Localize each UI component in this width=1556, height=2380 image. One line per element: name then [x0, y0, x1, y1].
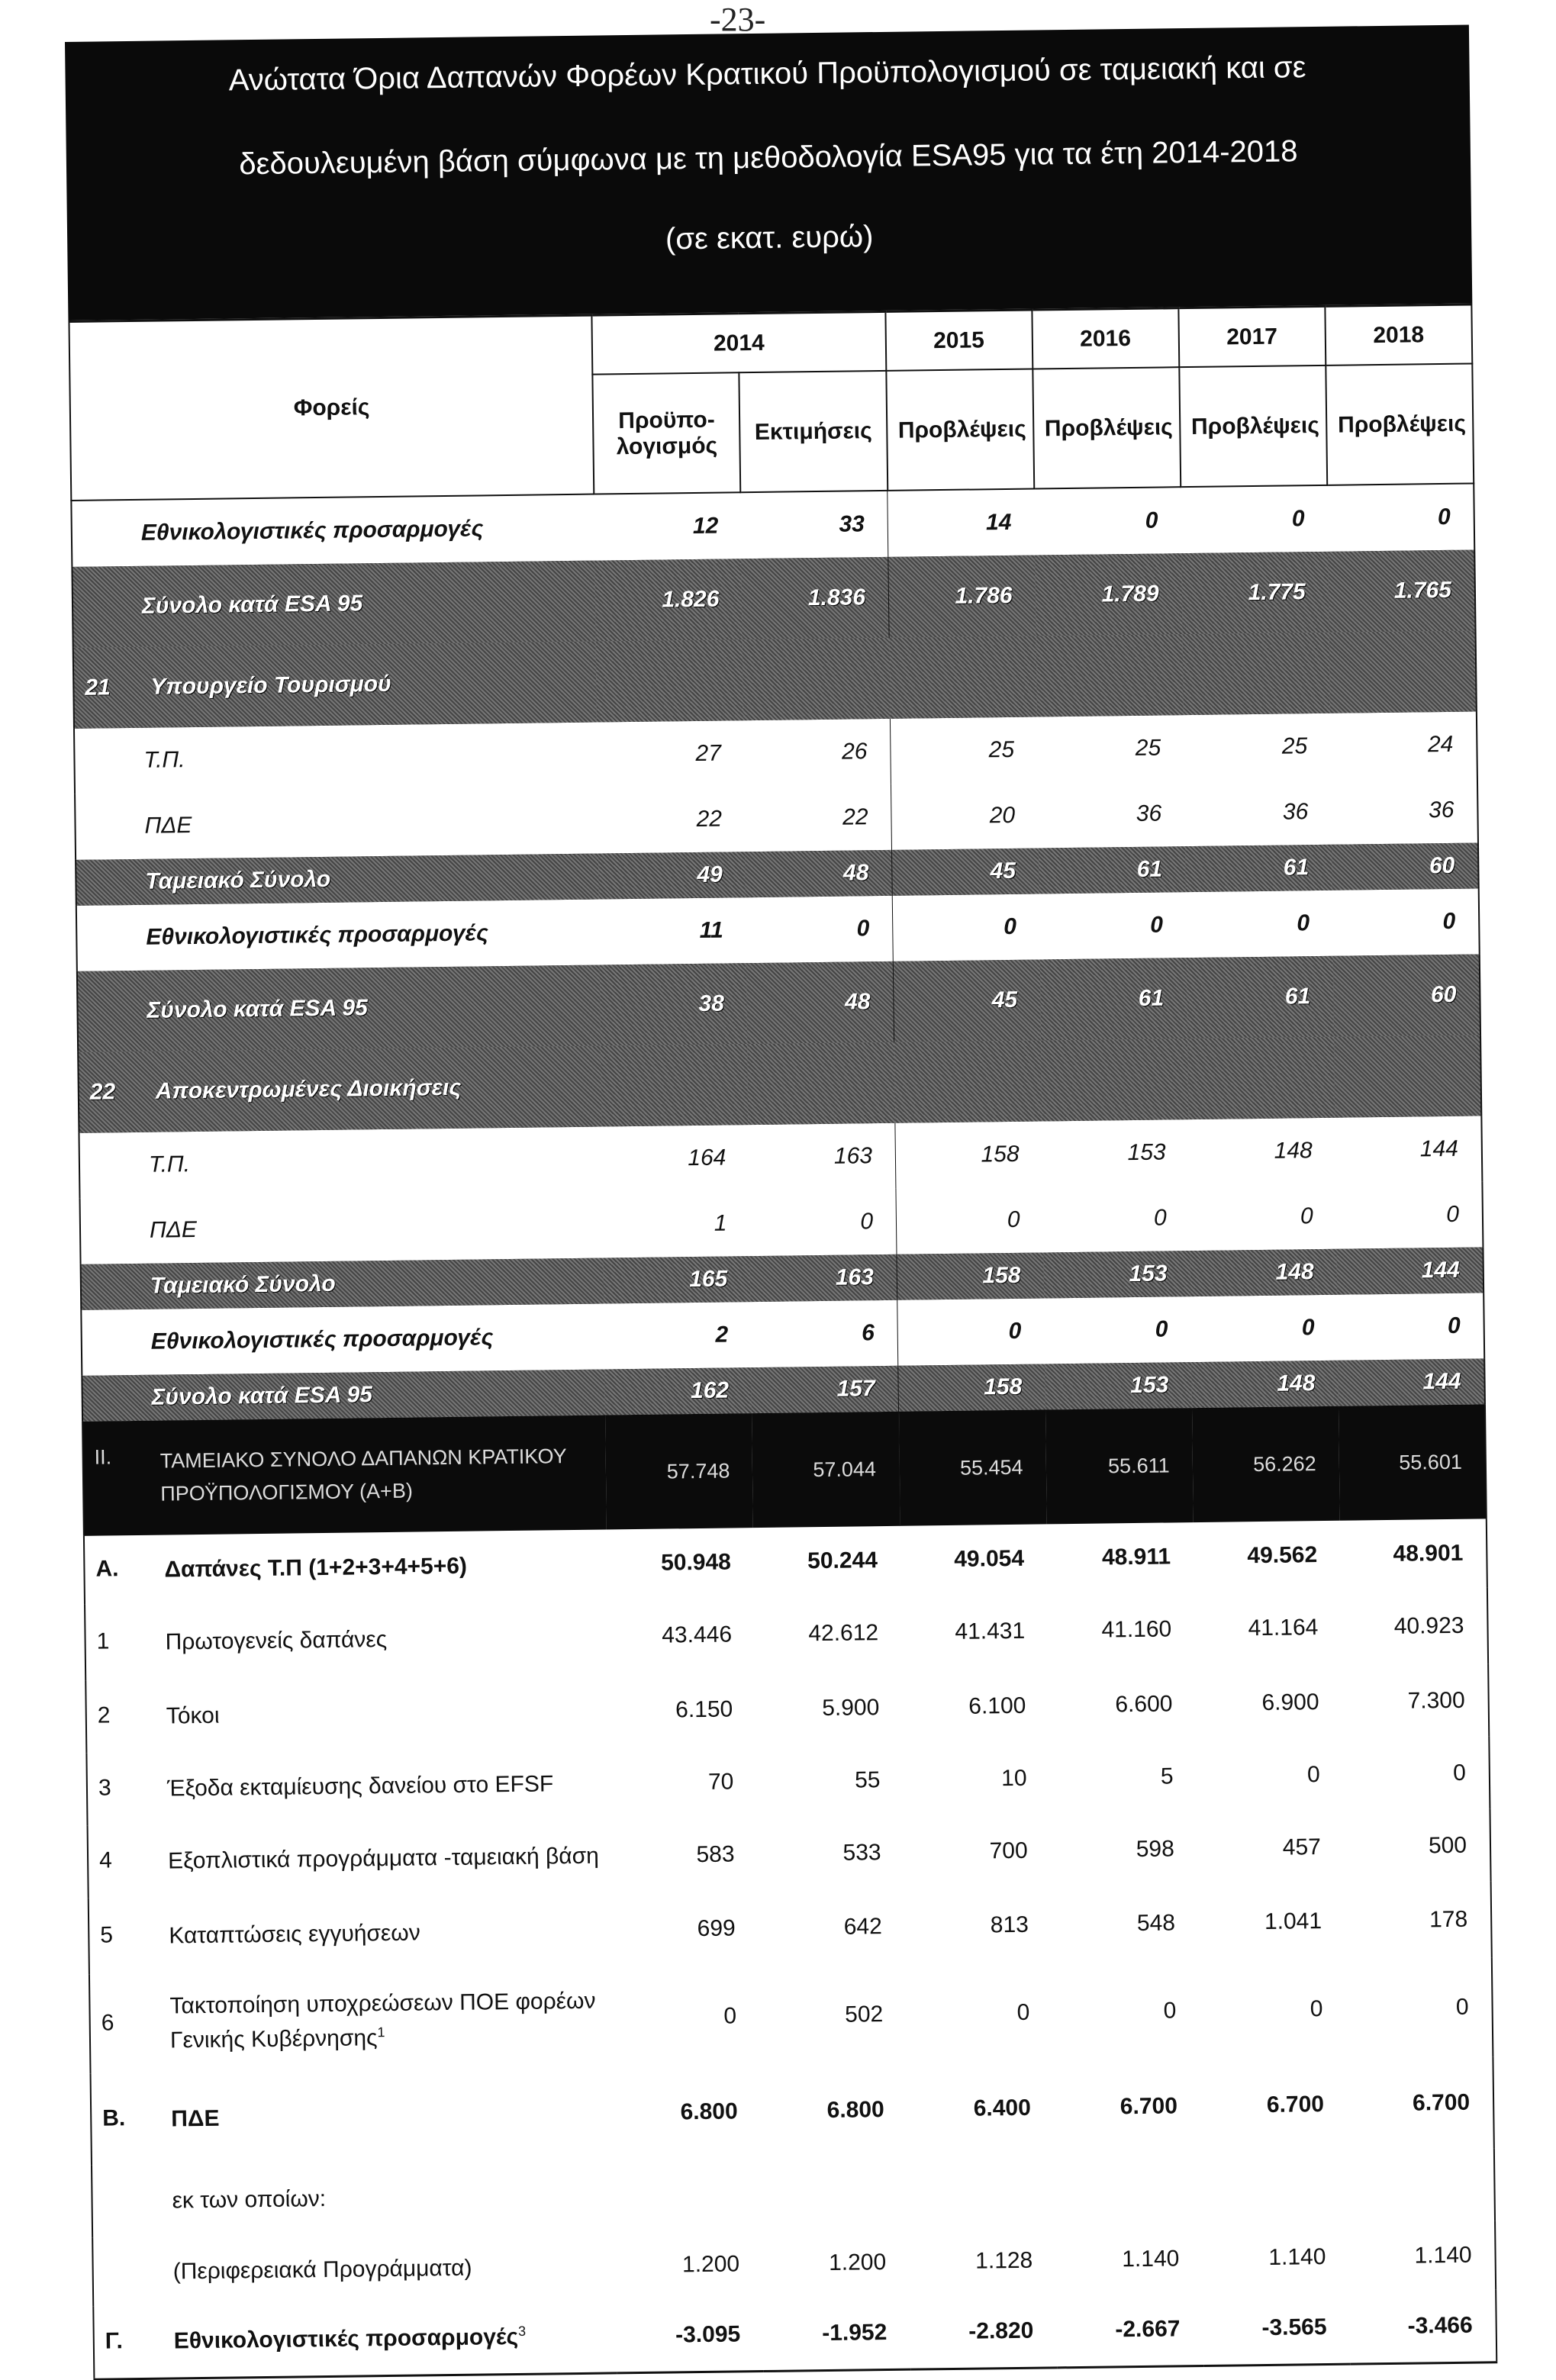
- row-label: ΠΔΕ: [144, 813, 192, 839]
- total-value-cell: 55.454: [899, 1409, 1047, 1525]
- value-cell: 1.786: [888, 556, 1036, 638]
- value-cell: 20: [891, 783, 1039, 850]
- section-value-cell: 6.800: [826, 2097, 884, 2124]
- value-cell: 148: [1191, 1361, 1339, 1408]
- value-cell: 165: [604, 1256, 751, 1303]
- section-value-cell: 502: [844, 2002, 884, 2027]
- section-label-cell: [93, 2300, 617, 2378]
- value-cell: 0: [1150, 912, 1164, 938]
- section-value-cell: 6.900: [1261, 1689, 1319, 1715]
- budget-table-document: [65, 25, 1497, 2380]
- row-label: Εθνικολογιστικές προσαρμογές: [150, 1325, 494, 1354]
- value-cell: 0: [860, 1209, 874, 1235]
- section-label: Εξοπλιστικά προγράμματα -ταμειακή βάση: [167, 1843, 600, 1874]
- section-label: Τακτοποίηση υποχρεώσεων ΠΟΕ φορέων: [169, 1988, 596, 2019]
- section-value-cell: 0: [1163, 1998, 1177, 2024]
- section-label-wrap: [169, 1984, 596, 2058]
- section-code: 3: [98, 1775, 111, 1802]
- row-label: Σύνολο κατά ESA 95: [147, 995, 368, 1023]
- section-value-cell: 178: [1429, 1906, 1468, 1933]
- value-cell: 22: [842, 804, 868, 830]
- value-cell: 0: [1291, 506, 1305, 532]
- section-value-cell: -3.466: [1407, 2312, 1473, 2339]
- value-cell: 60: [1332, 842, 1479, 890]
- section-value-cell: 1.140: [1414, 2242, 1472, 2269]
- section-label-line-2: Γενικής Κυβέρνησης: [169, 2025, 378, 2053]
- section-code: Γ.: [105, 2327, 124, 2354]
- value-cell: 49: [598, 852, 746, 899]
- value-cell: 2: [715, 1322, 729, 1348]
- section-label-cell: [85, 1598, 609, 1680]
- section-code: 5: [100, 1922, 114, 1948]
- title-line-2: δεδουλευμένη βάση σύμφωνα με τη μεθοδολογία ESA95 για τα έτη 2014-2018: [239, 134, 1298, 182]
- empty-cell: [1348, 2148, 1495, 2222]
- section-value-cell: 49.054: [954, 1545, 1025, 1572]
- subheader-forecast-2017: Προβλέψεις: [1179, 366, 1327, 487]
- value-cell: 163: [833, 1143, 873, 1169]
- section-label-cell: [88, 1819, 611, 1898]
- value-cell: 0: [1301, 1315, 1315, 1341]
- total-label-cell: [82, 1415, 607, 1535]
- row-label: Τ.Π.: [148, 1151, 191, 1177]
- value-cell: 158: [897, 1252, 1044, 1299]
- value-cell: 6: [861, 1320, 875, 1346]
- value-cell: 36: [1282, 799, 1309, 825]
- value-cell: 26: [841, 739, 868, 765]
- value-cell: 45: [893, 959, 1040, 1042]
- section-label-cell: [92, 2231, 616, 2306]
- section-label: Τόκοι: [166, 1702, 220, 1729]
- expenditure-table: [68, 303, 1497, 2380]
- value-cell: 25: [890, 717, 1037, 784]
- value-cell: 45: [892, 848, 1039, 895]
- value-cell: 36: [1136, 800, 1162, 826]
- section-label-cell: [84, 1529, 607, 1604]
- section-value-cell: 1.128: [975, 2247, 1033, 2274]
- value-cell: 0: [1153, 1205, 1167, 1231]
- row-label: Σύνολο κατά ESA 95: [151, 1382, 373, 1410]
- value-cell: 0: [896, 1187, 1043, 1254]
- empty-cell: [1041, 1039, 1188, 1121]
- value-cell: 61: [1039, 846, 1186, 894]
- section-label-wrap: [164, 1548, 467, 1586]
- section-label-wrap: [174, 2320, 527, 2359]
- empty-cell: [1201, 2150, 1348, 2224]
- total-value-cell: 57.748: [605, 1413, 753, 1529]
- section-code: 1: [96, 1628, 110, 1654]
- section-value-cell: 813: [990, 1911, 1029, 1938]
- section-value-cell: 5: [1160, 1763, 1174, 1789]
- title-line-1: Ανώτατα Όρια Δαπανών Φορέων Κρατικού Προϋπολογισμού σε ταμειακή και σε: [228, 50, 1306, 98]
- section-label-cell: [91, 2067, 615, 2165]
- section-value-cell: 6.700: [1412, 2089, 1471, 2116]
- section-label: Εθνικολογιστικές προσαρμογές: [173, 2324, 519, 2354]
- value-cell: 1.836: [742, 557, 889, 639]
- row-label-cell: [71, 494, 594, 567]
- section-label: εκ των οποίων:: [172, 2186, 327, 2214]
- row-label: Εθνικολογιστικές προσαρμογές: [140, 516, 484, 546]
- section-value-cell: 42.612: [808, 1620, 879, 1647]
- year-header-2015: 2015: [885, 310, 1033, 371]
- value-cell: 61: [1039, 958, 1187, 1040]
- empty-cell: [1182, 633, 1329, 715]
- row-label-cell: [82, 1369, 605, 1421]
- row-label-cell: [74, 723, 598, 794]
- value-cell: 0: [1447, 1312, 1461, 1338]
- section-value-cell: 0: [1310, 1996, 1323, 2022]
- section-value-cell: 41.164: [1248, 1615, 1319, 1641]
- value-cell: 14: [888, 489, 1035, 557]
- value-cell: 38: [600, 963, 747, 1045]
- section-value-cell: 0: [1306, 1761, 1320, 1787]
- value-cell: 153: [1043, 1251, 1190, 1298]
- value-cell: 162: [605, 1367, 752, 1415]
- year-header-2017: 2017: [1178, 306, 1326, 367]
- value-cell: 22: [696, 806, 723, 832]
- value-cell: 11: [699, 917, 723, 943]
- section-label-wrap: [171, 2101, 220, 2136]
- value-cell: 1: [714, 1210, 727, 1236]
- value-cell: 158: [895, 1121, 1042, 1188]
- empty-cell: [1334, 1035, 1481, 1117]
- value-cell: 0: [1155, 1316, 1168, 1342]
- empty-cell: [748, 1042, 895, 1125]
- value-cell: 148: [1274, 1138, 1313, 1164]
- section-value-cell: 457: [1282, 1834, 1322, 1860]
- value-cell: 0: [1145, 507, 1158, 533]
- section-value-cell: -1.952: [822, 2319, 888, 2346]
- footnote-marker: 3: [517, 2324, 527, 2340]
- subheader-forecast-2015: Προβλέψεις: [886, 369, 1034, 491]
- row-label: Τ.Π.: [143, 747, 185, 773]
- section-value-cell: 6.700: [1266, 2092, 1325, 2118]
- row-label: Εθνικολογιστικές προσαρμογές: [146, 920, 489, 950]
- section-value-cell: 0: [1452, 1760, 1467, 1786]
- empty-cell: [1329, 630, 1476, 713]
- row-label: Ταμειακό Σύνολο: [145, 866, 331, 894]
- section-value-cell: 7.300: [1407, 1687, 1465, 1714]
- year-header-2016: 2016: [1032, 308, 1179, 369]
- value-cell: 153: [1045, 1362, 1192, 1409]
- section-label-wrap: [168, 1839, 599, 1879]
- value-cell: 1.765: [1328, 549, 1475, 632]
- section-value-cell: -2.820: [968, 2317, 1034, 2344]
- section-label-cell: [86, 1747, 610, 1825]
- section-value-cell: 48.911: [1101, 1544, 1171, 1570]
- section-label: Καταπτώσεις εγγυήσεων: [169, 1919, 420, 1949]
- section-value-cell: 6.700: [1119, 2093, 1178, 2120]
- section-value-cell: 6.100: [968, 1692, 1026, 1719]
- total-value-cell: 57.044: [752, 1412, 900, 1528]
- agency-code: 21: [85, 675, 111, 700]
- col-header-foreis: Φορείς: [69, 315, 594, 501]
- row-label-cell: [80, 1193, 604, 1264]
- subheader-estimates: Εκτιμήσεις: [739, 371, 888, 492]
- subheader-forecast-2018: Προβλέψεις: [1326, 363, 1474, 485]
- section-value-cell: 699: [697, 1915, 736, 1942]
- footnote-marker: 1: [377, 2024, 385, 2040]
- section-value-cell: 533: [842, 1839, 881, 1866]
- value-cell: 163: [750, 1254, 897, 1302]
- section-label-cell: [92, 2159, 615, 2237]
- total-value-cell: 55.611: [1045, 1408, 1194, 1524]
- total-value-cell: 56.262: [1192, 1406, 1340, 1522]
- empty-cell: [889, 636, 1036, 719]
- value-cell: 12: [692, 513, 719, 539]
- subheader-forecast-2016: Προβλέψεις: [1033, 367, 1181, 488]
- value-cell: 144: [1419, 1135, 1459, 1162]
- value-cell: 0: [856, 916, 870, 942]
- section-value-cell: 50.244: [807, 1547, 878, 1574]
- value-cell: 0: [892, 894, 1039, 961]
- value-cell: 0: [1446, 1201, 1460, 1227]
- row-label: ΠΔΕ: [149, 1217, 198, 1243]
- section-label-wrap: [172, 2250, 472, 2288]
- value-cell: 0: [1437, 504, 1451, 530]
- agency-code: 22: [89, 1079, 116, 1105]
- total-label: [159, 1440, 567, 1511]
- empty-cell: [907, 2153, 1055, 2227]
- total-code: II.: [94, 1445, 112, 1469]
- section-value-cell: 41.160: [1101, 1616, 1172, 1643]
- section-label-cell: [89, 1892, 613, 1974]
- section-value-cell: 1.200: [681, 2251, 740, 2278]
- empty-cell: [1055, 2152, 1202, 2226]
- empty-cell: [761, 2156, 908, 2230]
- value-cell: 1.775: [1181, 552, 1329, 634]
- section-value-cell: 6.800: [680, 2098, 738, 2125]
- section-code: 4: [98, 1847, 113, 1874]
- section-value-cell: 6.150: [675, 1696, 733, 1722]
- section-value-cell: 500: [1428, 1832, 1467, 1858]
- section-label-wrap: [167, 1766, 554, 1805]
- handwritten-page-number: -23-: [710, 1, 766, 38]
- row-label-cell: [76, 900, 600, 971]
- section-value-cell: 583: [696, 1841, 735, 1867]
- empty-cell: [596, 639, 743, 722]
- section-value-cell: 49.562: [1247, 1542, 1318, 1569]
- section-row: [89, 1957, 1493, 2073]
- value-cell: 1.789: [1035, 553, 1182, 636]
- row-label-cell: [81, 1303, 604, 1375]
- row-label-cell: [75, 788, 598, 860]
- section-value-cell: 40.923: [1393, 1612, 1464, 1639]
- value-cell: 48: [745, 850, 892, 897]
- section-value-cell: 1.200: [828, 2250, 887, 2275]
- row-label-cell: [81, 1258, 604, 1309]
- section-value-cell: 6.600: [1115, 1690, 1173, 1717]
- row-label-cell: [76, 854, 599, 906]
- section-value-cell: 41.431: [955, 1618, 1026, 1644]
- total-label-line-1: ΤΑΜΕΙΑΚΟ ΣΥΝΟΛΟ ΔΑΠΑΝΩΝ ΚΡΑΤΙΚΟΥ: [159, 1444, 567, 1473]
- section-label: Δαπάνες Τ.Π (1+2+3+4+5+6): [164, 1553, 468, 1583]
- row-label-cell: [73, 642, 598, 729]
- empty-cell: [601, 1044, 748, 1126]
- value-cell: 0: [1300, 1203, 1313, 1229]
- value-cell: 164: [688, 1145, 726, 1171]
- value-cell: 0: [1297, 910, 1310, 936]
- section-label: (Περιφερειακά Προγράμματα): [172, 2255, 472, 2284]
- value-cell: 48: [746, 961, 894, 1044]
- value-cell: 36: [1428, 797, 1455, 823]
- section-value-cell: 548: [1136, 1910, 1176, 1937]
- value-cell: 60: [1333, 954, 1480, 1036]
- section-value-cell: 1.041: [1264, 1908, 1322, 1934]
- row-label-cell: [78, 1046, 602, 1133]
- value-cell: 61: [1187, 956, 1334, 1039]
- value-cell: 153: [1127, 1139, 1166, 1166]
- section-label-cell: [85, 1674, 609, 1753]
- section-value-cell: 70: [707, 1768, 734, 1795]
- value-cell: 27: [695, 740, 722, 766]
- section-value-cell: 10: [1000, 1765, 1027, 1791]
- total-value-cell: 55.601: [1339, 1404, 1487, 1520]
- title-units: (σε εκατ. ευρώ): [665, 220, 874, 256]
- section-value-cell: -2.667: [1115, 2316, 1181, 2343]
- section-label: Έξοδα εκταμίευσης δανείου στο EFSF: [166, 1771, 554, 1802]
- empty-cell: [894, 1040, 1042, 1122]
- section-value-cell: 55: [854, 1766, 881, 1793]
- section-label-wrap: [165, 1622, 387, 1660]
- section-label: ΠΔΕ: [171, 2105, 220, 2132]
- value-cell: 25: [1135, 735, 1161, 761]
- row-label: Ταμειακό Σύνολο: [150, 1271, 336, 1299]
- value-cell: 0: [897, 1298, 1045, 1365]
- section-value-cell: 5.900: [822, 1694, 880, 1721]
- section-value-cell: 43.446: [662, 1622, 733, 1648]
- row-label: Υπουργείο Τουρισμού: [150, 671, 391, 700]
- row-label-cell: [79, 1127, 602, 1199]
- section-value-cell: -3.565: [1261, 2314, 1327, 2340]
- section-value-cell: 642: [843, 1914, 882, 1940]
- row-label: Σύνολο κατά ESA 95: [141, 591, 363, 619]
- row-label-cell: [77, 965, 601, 1052]
- section-label-wrap: [166, 1699, 220, 1734]
- title-block: [65, 25, 1472, 320]
- section-label-cell: [89, 1968, 614, 2073]
- value-cell: 148: [1190, 1249, 1337, 1296]
- section-value-cell: 700: [989, 1837, 1028, 1863]
- section-code: 2: [97, 1702, 111, 1729]
- section-value-cell: 0: [1016, 1999, 1030, 2025]
- section-value-cell: 48.901: [1393, 1540, 1464, 1567]
- section-value-cell: -3.095: [675, 2321, 741, 2348]
- value-cell: 61: [1185, 845, 1332, 892]
- section-value-cell: 598: [1136, 1835, 1174, 1862]
- total-row: [82, 1404, 1487, 1535]
- section-value-cell: 0: [723, 2003, 737, 2029]
- section-value-cell: 1.140: [1122, 2246, 1180, 2272]
- row-label: Αποκεντρωμένες Διοικήσεις: [155, 1074, 462, 1104]
- section-value-cell: 6.400: [973, 2095, 1032, 2121]
- section-row: [91, 2056, 1494, 2165]
- value-cell: 25: [1281, 733, 1308, 759]
- value-cell: 24: [1427, 731, 1454, 758]
- year-header-2014: 2014: [592, 311, 886, 374]
- value-cell: 144: [1336, 1247, 1484, 1294]
- value-cell: 33: [839, 511, 865, 537]
- section-label-wrap: [169, 1915, 420, 1953]
- section-value-cell: 1.140: [1268, 2244, 1326, 2270]
- value-cell: 158: [898, 1364, 1045, 1411]
- section-value-cell: 0: [1455, 1994, 1469, 2020]
- subheader-budget: Προϋπο-λογισμός: [593, 372, 741, 494]
- value-cell: 157: [752, 1366, 899, 1413]
- section-label: Πρωτογενείς δαπάνες: [165, 1626, 388, 1655]
- section-code: Β.: [102, 2105, 126, 2131]
- value-cell: 1.826: [595, 559, 743, 641]
- empty-cell: [1036, 634, 1183, 717]
- empty-cell: [743, 638, 890, 720]
- value-cell: 0: [1442, 908, 1456, 935]
- year-header-2018: 2018: [1325, 304, 1472, 366]
- value-cell: 144: [1338, 1358, 1485, 1406]
- section-code: 6: [101, 2010, 114, 2036]
- section-code: Α.: [95, 1556, 119, 1582]
- section-value-cell: 50.948: [660, 1549, 732, 1576]
- empty-cell: [1187, 1037, 1335, 1119]
- empty-cell: [614, 2157, 762, 2231]
- row-label-cell: [72, 561, 596, 648]
- total-label-line-2: ΠΡΟΫΠΟΛΟΓΙΣΜΟΥ (Α+Β): [160, 1479, 414, 1506]
- section-label-wrap: [172, 2182, 326, 2217]
